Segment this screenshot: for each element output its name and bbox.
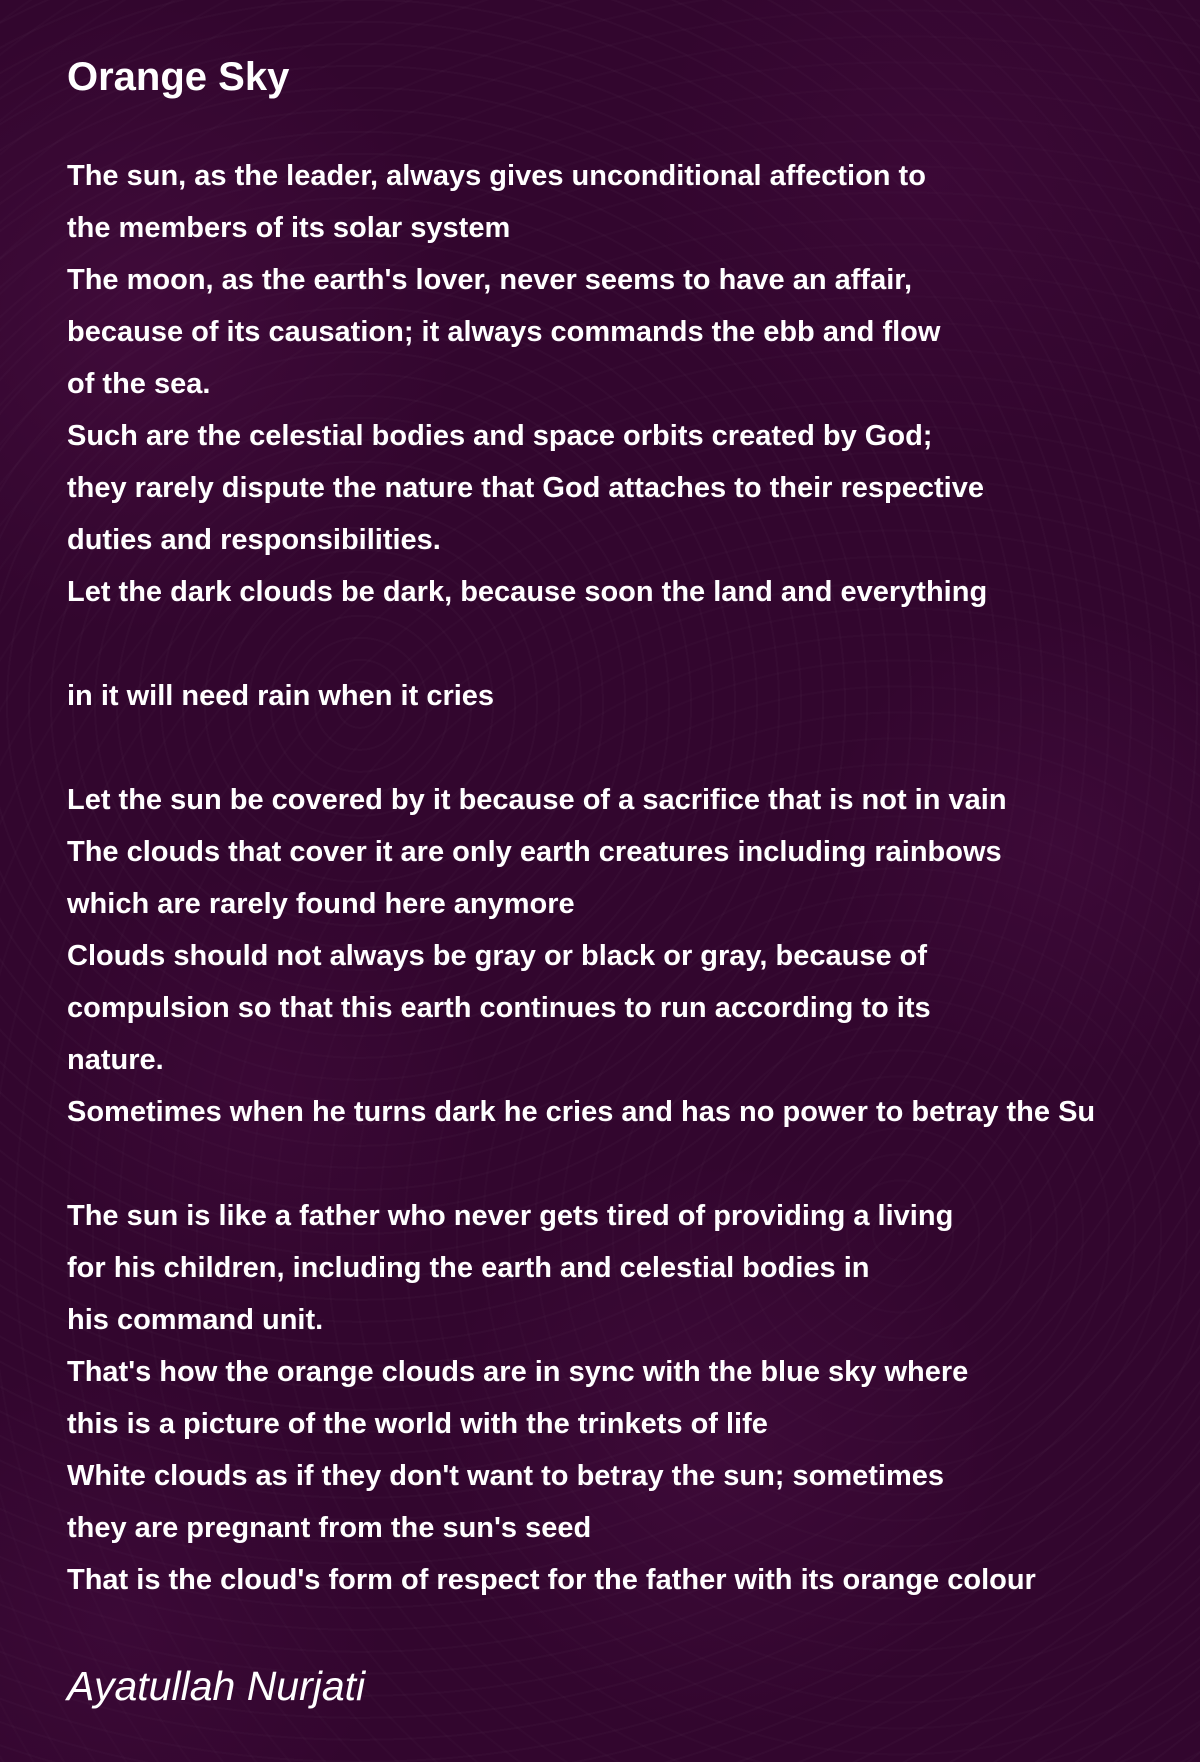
poem-line: his command unit.: [67, 1304, 324, 1336]
poem-line: in it will need rain when it cries: [67, 680, 495, 712]
poem-line: which are rarely found here anymore: [67, 888, 575, 920]
poem-blank-line: [67, 722, 1200, 774]
poem-line: because of its causation; it always commands the ebb and flow: [67, 316, 941, 348]
poem-line: That is the cloud's form of respect for the father with its orange colour: [67, 1564, 1036, 1596]
poem-line: for his children, including the earth and celestial bodies in: [67, 1252, 870, 1284]
poem-body: [67, 150, 1200, 1606]
poem-line: the members of its solar system: [67, 212, 511, 244]
poem-line: The sun is like a father who never gets tired of providing a living: [67, 1200, 954, 1232]
poem-line: nature.: [67, 1044, 164, 1076]
poem-line: That's how the orange clouds are in sync with the blue sky where: [67, 1356, 969, 1388]
poem-line: they rarely dispute the nature that God attaches to their respective: [67, 472, 984, 504]
poem-line: The sun, as the leader, always gives unconditional affection to: [67, 160, 926, 192]
poem-line: compulsion so that this earth continues to run according to its: [67, 992, 931, 1024]
poem-blank-line: [67, 1138, 1200, 1190]
poem-line: this is a picture of the world with the trinkets of life: [67, 1408, 768, 1440]
poem-line: Such are the celestial bodies and space orbits created by God;: [67, 420, 933, 452]
poem-line: they are pregnant from the sun's seed: [67, 1512, 592, 1544]
poem-line: duties and responsibilities.: [67, 524, 441, 556]
poem-line: Clouds should not always be gray or black or gray, because of: [67, 940, 928, 972]
poem-line: Sometimes when he turns dark he cries and has no power to betray the Su: [67, 1096, 1096, 1128]
poem-title: Orange Sky: [67, 55, 290, 99]
poem-line: The moon, as the earth's lover, never seems to have an affair,: [67, 264, 913, 296]
poem-line: Let the dark clouds be dark, because soon the land and everything: [67, 576, 988, 608]
poem-blank-line: [67, 618, 1200, 670]
poem-line: White clouds as if they don't want to betray the sun; sometimes: [67, 1460, 945, 1492]
poem-author: Ayatullah Nurjati: [67, 1663, 366, 1709]
poem-line: Let the sun be covered by it because of a sacrifice that is not in vain: [67, 784, 1007, 816]
poem-line: The clouds that cover it are only earth creatures including rainbows: [67, 836, 1002, 868]
poem-line: of the sea.: [67, 368, 211, 400]
